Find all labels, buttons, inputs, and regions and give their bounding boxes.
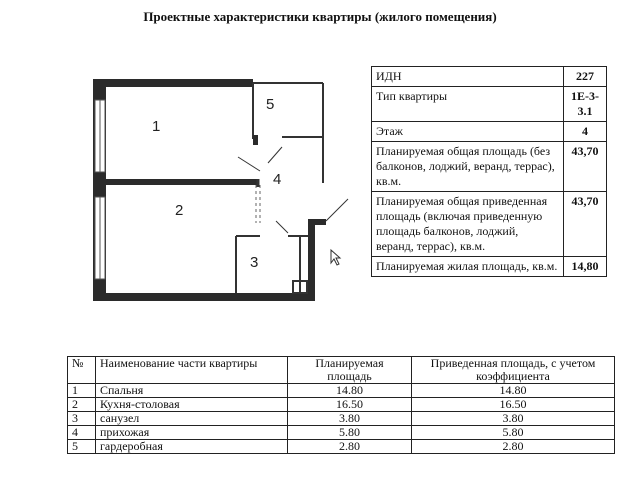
table-row	[68, 384, 615, 398]
cell-reduced-area: 2.80	[412, 440, 615, 454]
wall-right-lower	[308, 221, 315, 301]
info-label: Тип квартиры	[372, 87, 564, 122]
wall-rooms-1-2	[106, 179, 258, 185]
cursor-icon	[331, 250, 340, 265]
room-number-5: 5	[266, 96, 275, 113]
cell-area: 16.50	[288, 398, 412, 412]
info-label: Планируемая общая приведенная площадь (включая приведенную площадь балконов, лоджий, веранд, террас), кв.м.	[372, 192, 564, 257]
info-value: 227	[564, 67, 607, 87]
cell-name: Кухня-столовая	[96, 398, 288, 412]
cell-number: 1	[68, 384, 96, 398]
apartment-info-table	[371, 66, 607, 277]
cell-number: 4	[68, 426, 96, 440]
info-label: Планируемая жилая площадь, кв.м.	[372, 257, 564, 277]
cell-name: прихожая	[96, 426, 288, 440]
info-value: 43,70	[564, 192, 607, 257]
info-row	[372, 122, 607, 142]
page-title: Проектные характеристики квартиры (жилого помещения)	[143, 9, 497, 24]
header-reduced-area: Приведенная площадь, с учетом коэффициента	[412, 357, 615, 384]
rooms-table	[67, 356, 615, 454]
floor-plan	[90, 75, 360, 305]
info-value: 14,80	[564, 257, 607, 277]
header-area: Планируемая площадь	[288, 357, 412, 384]
wall-top	[93, 79, 253, 87]
info-row	[372, 87, 607, 122]
wall-bottom	[93, 293, 315, 301]
cell-area: 2.80	[288, 440, 412, 454]
cell-reduced-area: 5.80	[412, 426, 615, 440]
info-row	[372, 142, 607, 192]
cell-name: Спальня	[96, 384, 288, 398]
table-row	[68, 440, 615, 454]
info-label: Планируемая общая площадь (без балконов, лоджий, веранд, террас), кв.м.	[372, 142, 564, 192]
room-number-4: 4	[273, 171, 282, 188]
table-row	[68, 426, 615, 440]
cell-reduced-area: 3.80	[412, 412, 615, 426]
header-name: Наименование части квартиры	[96, 357, 288, 384]
table-row	[68, 398, 615, 412]
cell-number: 5	[68, 440, 96, 454]
table-row	[68, 412, 615, 426]
cell-number: 3	[68, 412, 96, 426]
cell-reduced-area: 16.50	[412, 398, 615, 412]
cell-area: 5.80	[288, 426, 412, 440]
cell-reduced-area: 14.80	[412, 384, 615, 398]
info-row	[372, 192, 607, 257]
info-label: ИДН	[372, 67, 564, 87]
info-label: Этаж	[372, 122, 564, 142]
info-value: 4	[564, 122, 607, 142]
cell-name: гардеробная	[96, 440, 288, 454]
info-value: 1Е-3-3.1	[564, 87, 607, 122]
cell-number: 2	[68, 398, 96, 412]
room-number-3: 3	[250, 254, 259, 271]
info-value: 43,70	[564, 142, 607, 192]
floor-plan-drawing	[90, 75, 360, 305]
cell-area: 14.80	[288, 384, 412, 398]
rooms-table-header	[68, 357, 615, 384]
room-number-1: 1	[152, 118, 161, 135]
cell-area: 3.80	[288, 412, 412, 426]
cell-name: санузел	[96, 412, 288, 426]
room-number-2: 2	[175, 202, 184, 219]
info-row	[372, 257, 607, 277]
header-number: №	[68, 357, 96, 384]
info-row	[372, 67, 607, 87]
